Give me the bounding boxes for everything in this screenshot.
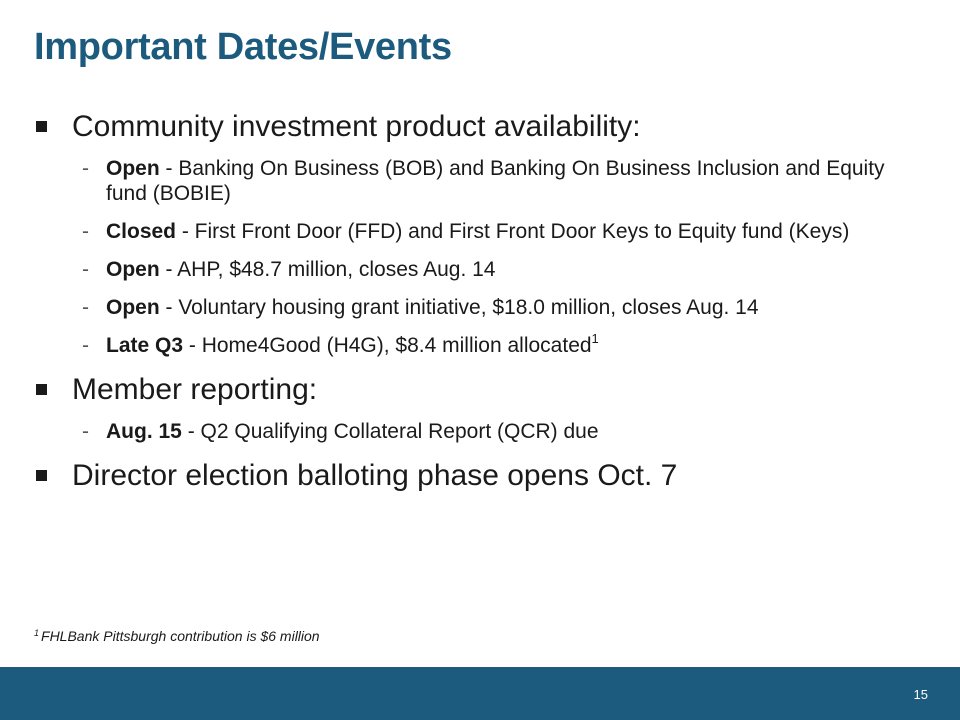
sub-item (34, 156, 924, 206)
sub-item (34, 257, 924, 282)
footer-bar (0, 667, 960, 720)
sub-list (34, 419, 924, 444)
sub-item-label: Late Q3 (106, 334, 184, 357)
footnote-reference: 1 (591, 331, 599, 346)
bullet-text: Director election balloting phase opens Oct. 7 (72, 459, 678, 492)
sub-item-label: Open (106, 296, 160, 319)
sub-item (34, 219, 924, 244)
bullet-item (34, 108, 924, 146)
sub-item-label: Open (106, 157, 160, 180)
footnote-marker: 1 (34, 628, 40, 638)
dash-icon: - (82, 220, 89, 243)
bullet-item (34, 457, 924, 495)
dash-icon: - (82, 420, 89, 443)
dash-icon: - (82, 258, 89, 281)
sub-item (34, 419, 924, 444)
sub-item-text: - First Front Door (FFD) and First Front Door Keys to Equity fund (Keys) (176, 220, 850, 243)
sub-item-text: - Banking On Business (BOB) and Banking On Business Inclusion and Equity fund (BOBIE) (106, 157, 885, 205)
dash-icon: - (82, 157, 89, 180)
sub-item-text: - Home4Good (H4G), $8.4 million allocated (183, 334, 592, 357)
bullet-group-member-reporting (34, 371, 924, 444)
slide-content (34, 108, 924, 501)
sub-item-label: Closed (106, 220, 177, 243)
sub-item-text: - Q2 Qualifying Collateral Report (QCR) due (181, 420, 599, 443)
bullet-group-director-election (34, 457, 924, 495)
footnote-text: FHLBank Pittsburgh contribution is $6 million (41, 628, 320, 644)
slide-title: Important Dates/Events (34, 26, 452, 68)
footnote (34, 628, 320, 644)
bullet-text: Community investment product availability: (72, 110, 641, 143)
bullet-item (34, 371, 924, 409)
bullet-group-community-investment (34, 108, 924, 358)
square-bullet-icon (36, 470, 47, 481)
dash-icon: - (82, 296, 89, 319)
sub-item-label: Open (106, 258, 160, 281)
page-number: 15 (913, 687, 928, 702)
square-bullet-icon (36, 384, 47, 395)
sub-item (34, 333, 924, 358)
sub-item-text: - AHP, $48.7 million, closes Aug. 14 (159, 258, 496, 281)
sub-list (34, 156, 924, 358)
sub-item (34, 295, 924, 320)
bullet-text: Member reporting: (72, 373, 318, 406)
dash-icon: - (82, 334, 89, 357)
sub-item-text: - Voluntary housing grant initiative, $18.0 million, closes Aug. 14 (159, 296, 759, 319)
square-bullet-icon (36, 121, 47, 132)
sub-item-label: Aug. 15 (106, 420, 182, 443)
